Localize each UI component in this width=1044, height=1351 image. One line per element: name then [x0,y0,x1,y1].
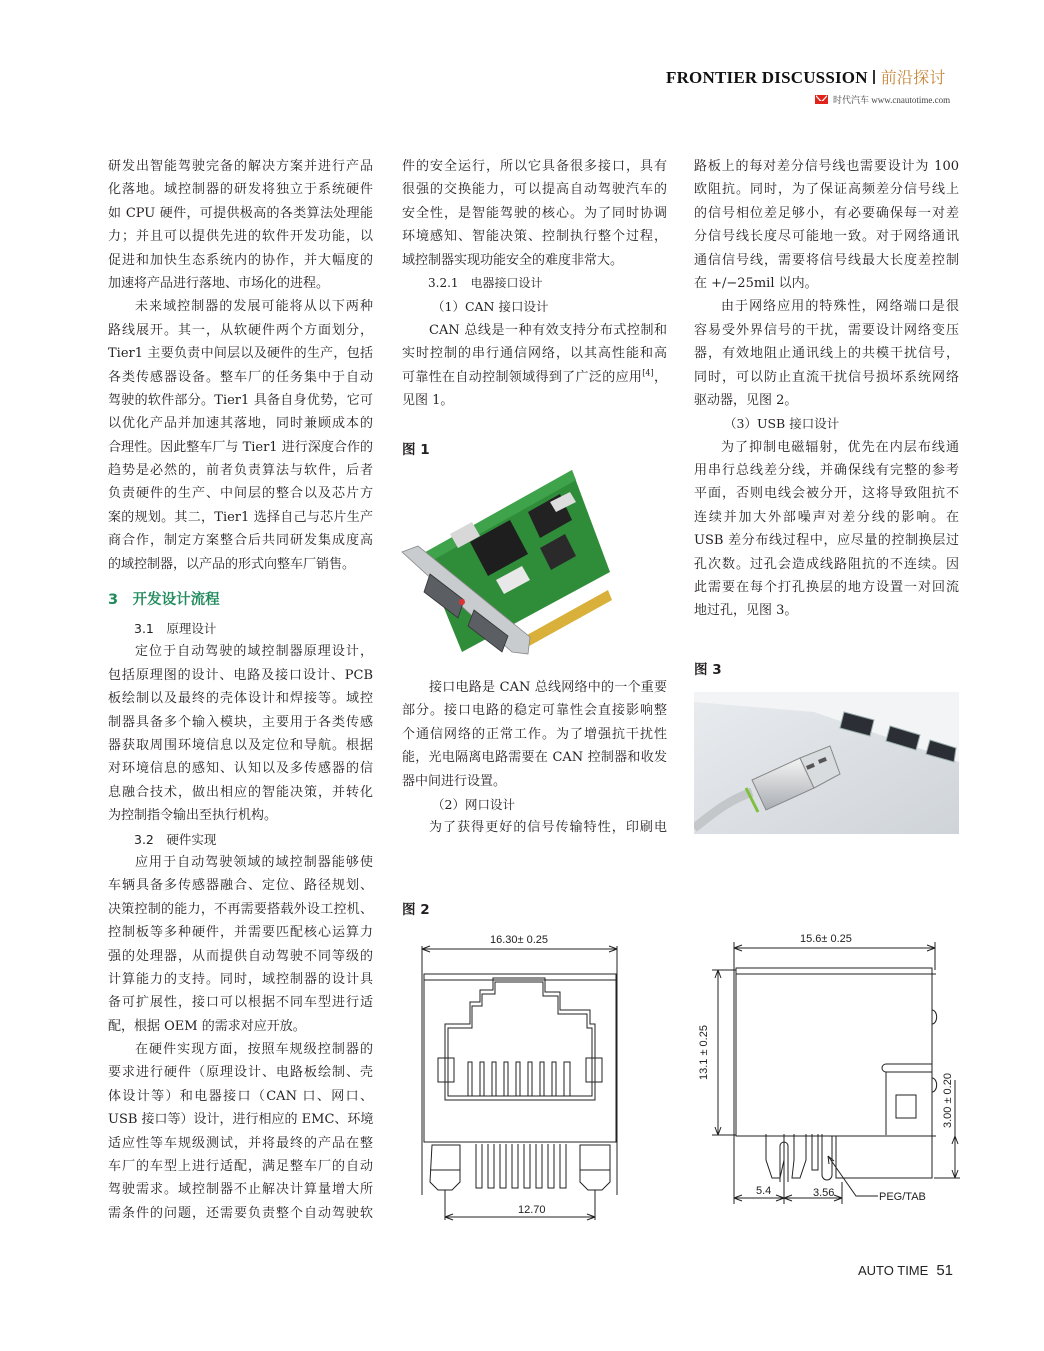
column-3 [694,155,959,681]
text-line: 案的规划。其二，Tier1 选择自己与芯片生产 [108,509,373,525]
text-line: 为控制指令输出至执行机构。 [108,808,278,824]
contact-pins [468,1062,570,1096]
text-line: 域控制器实现功能安全的难度非常大。 [402,252,624,268]
paragraph [108,640,373,827]
paragraph [108,155,373,295]
text-line: 通信信号线，需要将信号线最大长度差控制 [694,252,959,268]
page-number: 51 [936,1262,953,1279]
text-line: 用串行总线差分线，并确保线有完整的参考 [694,463,959,479]
text-line: 车辆具备多传感器融合、定位、路径规划、 [108,878,373,894]
text-line: 器获取周围环境信息以及定位和导航。根据 [108,737,373,753]
text-line: 各类传感器设备。整车厂的任务集中于自动 [108,369,373,385]
citation-ref[interactable]: [4] [642,368,654,378]
text-line: 如 CPU 硬件，可提供极高的各类算法处理能 [108,205,373,221]
text-line: 孔次数。过孔会造成线路阻抗的不连续。因 [694,556,959,572]
text-line: 器中间进行设置。 [402,773,507,789]
text-line: 对环境信息的感知、认知以及多传感器的信 [108,761,373,777]
site-url: www.cnautotime.com [871,95,951,105]
column-2-lower [402,676,667,921]
punctuation: ， [653,369,667,385]
text-line: 车厂的车型上进行适配，满足整车厂的自动 [108,1159,373,1175]
text-line: 在 +/−25mil 以内。 [694,275,818,291]
peg-tab-label: PEG/TAB [879,1191,926,1203]
text-line: 驾驶的软件部分。Tier1 具备自身优势，它可 [108,392,373,408]
text-line: Tier1 主要负责中间层以及硬件的生产，包括 [108,346,373,362]
magazine-name: AUTO TIME [858,1263,929,1278]
column-title-en: FRONTIER DISCUSSION [666,68,868,87]
text-line: 连续并加大外部噪声对差分线的影响。在 [694,509,959,525]
paragraph [694,155,959,295]
text-line: 为了获得更好的信号传输特性，印刷电 [429,820,667,836]
text-line: 容易受外界信号的干扰，需要设计网络变压 [694,322,959,338]
text-line: 安全性，是智能驾驶的核心。为了同时协调 [402,205,667,221]
text-line: 接口电路是 CAN 总线网络中的一个重要 [429,680,667,695]
text-line: 未来域控制器的发展可能将从以下两种 [135,299,373,315]
pcb-board [422,470,610,652]
paragraph [694,436,959,623]
subsection-heading: （1）CAN 接口设计 [432,299,549,315]
text-line: 控制板等多种硬件，并需要匹配核心运算力 [108,925,373,941]
text-line: 加速将产品进行落地、市场化的进程。 [108,275,330,291]
figure-1-can-card-image [400,462,615,657]
text-line: 环境感知、智能决策、控制执行整个过程， [402,229,667,245]
dim-side-width: 15.6± 0.25 [800,933,852,945]
brand-name: 时代汽车 [833,95,870,105]
text-line: 研发出智能驾驶完备的解决方案并进行产品 [108,159,373,174]
text-line: 包括原理图的设计、电路及接口设计、PCB [108,667,373,683]
text-line: 体设计等）和电器接口（CAN 口、网口、 [108,1088,373,1104]
text-line: 要求进行硬件（原理设计、电路板绘制、壳 [108,1065,373,1081]
dim-front-width: 16.30± 0.25 [490,934,549,946]
text-line: 以优化产品并加速其落地，同时兼顾成本的 [108,416,373,432]
paragraph [402,676,667,793]
dim-b: 3.56 [813,1187,835,1199]
paragraph [402,319,667,413]
text-line: 的信号相位差足够小，有必要确保每一对差 [694,205,959,221]
figure-2-rj45-drawing [400,920,970,1230]
dim-height: 13.1 ± 0.25 [698,1025,710,1080]
page-footer [858,1262,953,1279]
text-line: 由于网络应用的特殊性，网络端口是很 [721,299,959,315]
text-line: 能，光电隔离电路需要在 CAN 控制器和收发 [402,750,667,766]
text-line: 部分。接口电路的稳定可靠性会直接影响整 [402,703,667,719]
text-line: 制器具备多个输入模块，主要用于各类传感 [108,714,373,730]
text-line: 欧阻抗。同时，为了保证高频差分信号线上 [694,182,959,198]
dim-pin-span: 12.70 [518,1204,546,1216]
figure-3-usb-image [694,692,959,834]
text-line: USB 接口等）设计，进行相应的 EMC、环境 [108,1112,374,1128]
text-line: 个通信网络的正常工作。为了增强抗干扰性 [402,726,667,742]
text-line: 驱动器，见图 2。 [694,392,798,408]
text-line: 实时控制的串行通信网络，以其高性能和高 [402,346,667,362]
text-line: 促进和加快生态系统内的协作，并大幅度的 [108,252,373,268]
subsection-heading: （2）网口设计 [432,796,515,812]
text-line: 应用于自动驾驶领域的域控制器能够使 [135,854,373,870]
paragraph [108,1038,373,1225]
subsection-heading: 3.2.1 电器接口设计 [428,275,543,290]
text-line: 此需要在每个打孔换层的地方设置一对回流 [694,580,959,596]
figure-label: 图 2 [402,901,430,918]
text-line [402,366,667,389]
subsection-heading: 3.1 原理设计 [134,621,217,637]
title-divider [873,70,875,84]
subsection-heading: （3）USB 接口设计 [724,416,840,432]
rj45-side-view [698,933,960,1204]
text-line: 趋势是必然的，前者负责算法与软件，后者 [108,463,373,479]
column-title-cn: 前沿探讨 [880,68,946,87]
subsection-heading: 3.2 硬件实现 [134,831,217,847]
figure-label: 图 1 [402,442,430,459]
text-line: 息融合技术，做出相应的智能决策，并转化 [108,784,373,800]
text-line: 在硬件实现方面，按照车规级控制器的 [135,1042,373,1058]
text-line: 定位于自动驾驶的域控制器原理设计， [135,644,373,660]
text-line: 适应性等车规级测试，并将最终的产品在整 [108,1135,373,1151]
text-line: 备可扩展性，接口可以根据不同车型进行适 [108,995,373,1011]
text-line: 平面，否则电线会被分开，这将导致阻抗不 [694,486,959,502]
dim-a: 5.4 [756,1185,772,1197]
mail-icon [815,95,828,104]
text-line: 负责硬件的生产、中间层的整合以及芯片方 [108,486,373,502]
figure-label: 图 3 [694,661,722,678]
text-line: 力；并且可以提供先进的软件开发功能，以 [108,229,373,245]
text-line: 需条件的问题，还需要负责整个自动驾驶软 [108,1205,373,1221]
text-line: 强的处理器，从而提供自动驾驶不同等级的 [108,948,373,964]
text-line: 商合作，制定方案整合后共同研发集成度高 [108,533,373,549]
text-line: 路线展开。其一，从软硬件两个方面划分， [108,322,373,338]
text-line: 同时，可以防止直流干扰信号损坏系统网络 [694,369,959,385]
text-line: 配，根据 OEM 的需求对应开放。 [108,1018,306,1034]
status-led [459,599,465,605]
paragraph [402,155,667,272]
dim-tab-height: 3.00 ± 0.20 [942,1073,954,1128]
column-title [666,65,946,88]
text-line: CAN 总线是一种有效支持分布式控制和 [429,322,667,338]
column-1 [108,155,373,1225]
text-line: 为了抑制电磁辐射，优先在内层布线通 [721,439,959,455]
text-line: 件的安全运行，所以它具备很多接口，具有 [402,159,667,174]
paragraph [402,816,667,839]
text-line: 见图 1。 [402,392,454,408]
text-line: 很强的交换能力，可以提高自动驾驶汽车的 [402,182,667,198]
text-line: 计算能力的支持。同时，域控制器的设计具 [108,971,373,987]
paragraph [108,295,373,576]
brand-line [815,93,950,106]
column-2 [402,155,667,461]
section-heading: 3 开发设计流程 [108,592,220,609]
text-line: 板绘制以及最终的壳体设计和焊接等。域控 [108,691,373,707]
text-line: 合理性。因此整车厂与 Tier1 进行深度合作的 [108,439,373,455]
text-line: USB 差分布线过程中，应尽量的控制换层过 [694,533,959,549]
text-line: 驾驶需求。域控制器不止解决计算量增大所 [108,1182,373,1198]
text-line: 路板上的每对差分信号线也需要设计为 100 [694,159,959,174]
paragraph [108,851,373,1038]
text-line: 分信号线长度尽可能地一致。对于网络通讯 [694,229,959,245]
paragraph [694,295,959,412]
text-line: 决策控制的能力，不再需要搭载外设工控机、 [108,901,373,917]
text-line-content: 可靠性在自动控制领域得到了广泛的应用 [402,369,643,385]
text-line: 器，有效地阻止通讯线上的共模干扰信号， [694,346,959,362]
text-line: 的域控制器，以产品的形式向整车厂销售。 [108,556,356,572]
text-line: 地过孔，见图 3。 [694,603,798,619]
rj45-front-view [422,934,617,1220]
text-line: 化落地。域控制器的研发将独立于系统硬件 [108,182,373,198]
